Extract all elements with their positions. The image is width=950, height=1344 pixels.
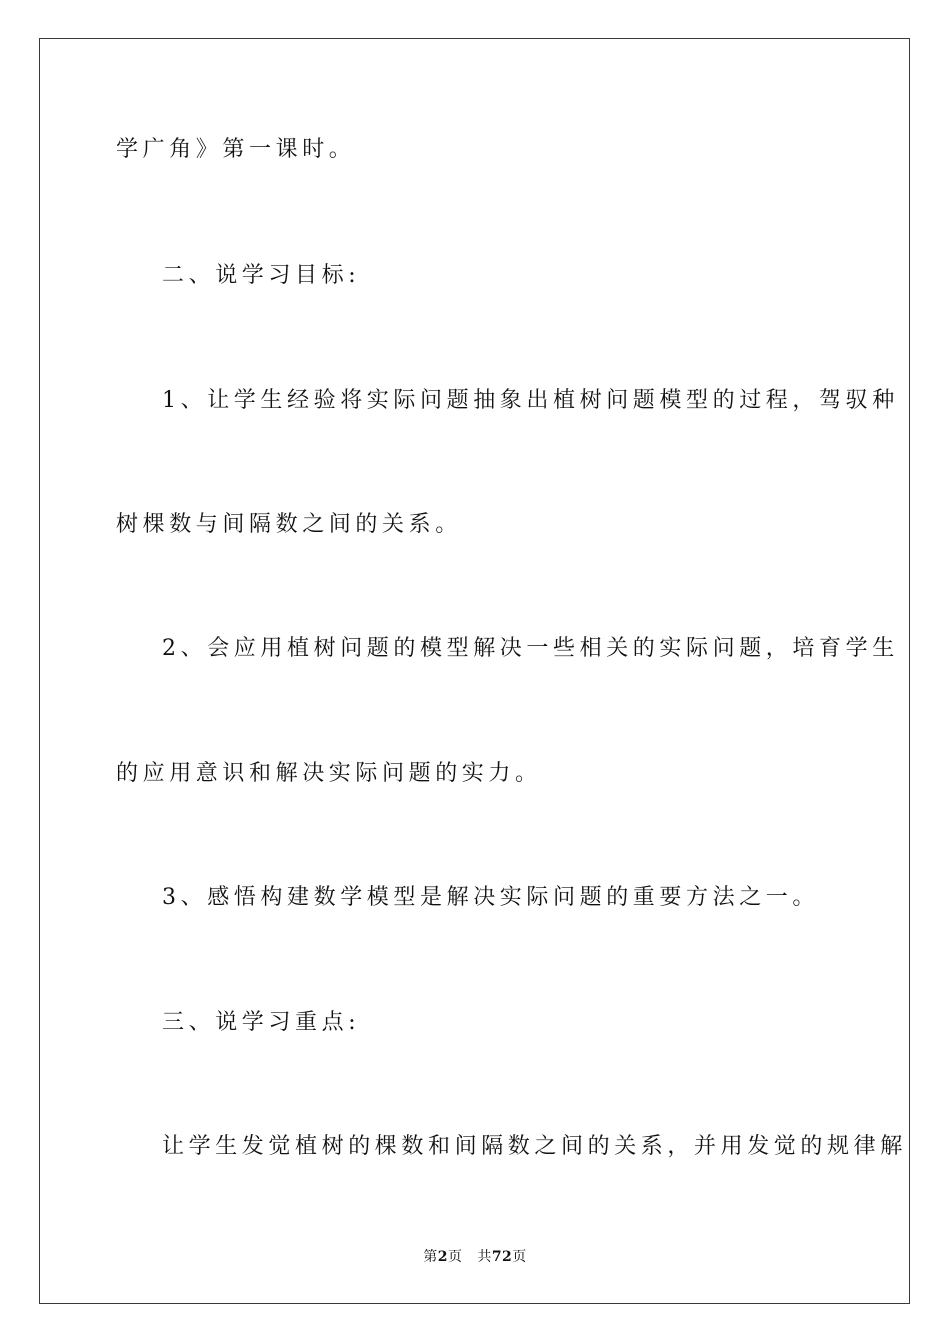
page-prefix: 第 xyxy=(423,1249,438,1265)
section-heading-learning-goals: 二、说学习目标: xyxy=(162,263,361,288)
goal-1-line-1: 1、让学生经验将实际问题抽象出植树问题模型的过程，驾驭种 xyxy=(162,388,899,413)
total-pages: 72 xyxy=(491,1249,513,1265)
page-number: 2 xyxy=(437,1249,448,1265)
page-border xyxy=(39,38,910,1304)
goal-2-line-2: 的应用意识和解决实际问题的实力。 xyxy=(116,761,542,786)
page-suffix: 页 xyxy=(447,1249,463,1265)
goal-2-line-1: 2、会应用植树问题的模型解决一些相关的实际问题，培育学生 xyxy=(162,636,899,661)
body-line-continuation: 学广角》第一课时。 xyxy=(116,137,356,162)
section-heading-learning-focus: 三、说学习重点: xyxy=(162,1010,361,1035)
goal-1-line-2: 树棵数与间隔数之间的关系。 xyxy=(116,512,462,537)
total-prefix: 共 xyxy=(477,1249,492,1265)
total-suffix: 页 xyxy=(512,1249,527,1265)
goal-3-line: 3、感悟构建数学模型是解决实际问题的重要方法之一。 xyxy=(162,885,819,910)
page-footer xyxy=(0,1246,950,1266)
focus-paragraph-line-1: 让学生发觉植树的棵数和间隔数之间的关系，并用发觉的规律解 xyxy=(162,1134,907,1159)
